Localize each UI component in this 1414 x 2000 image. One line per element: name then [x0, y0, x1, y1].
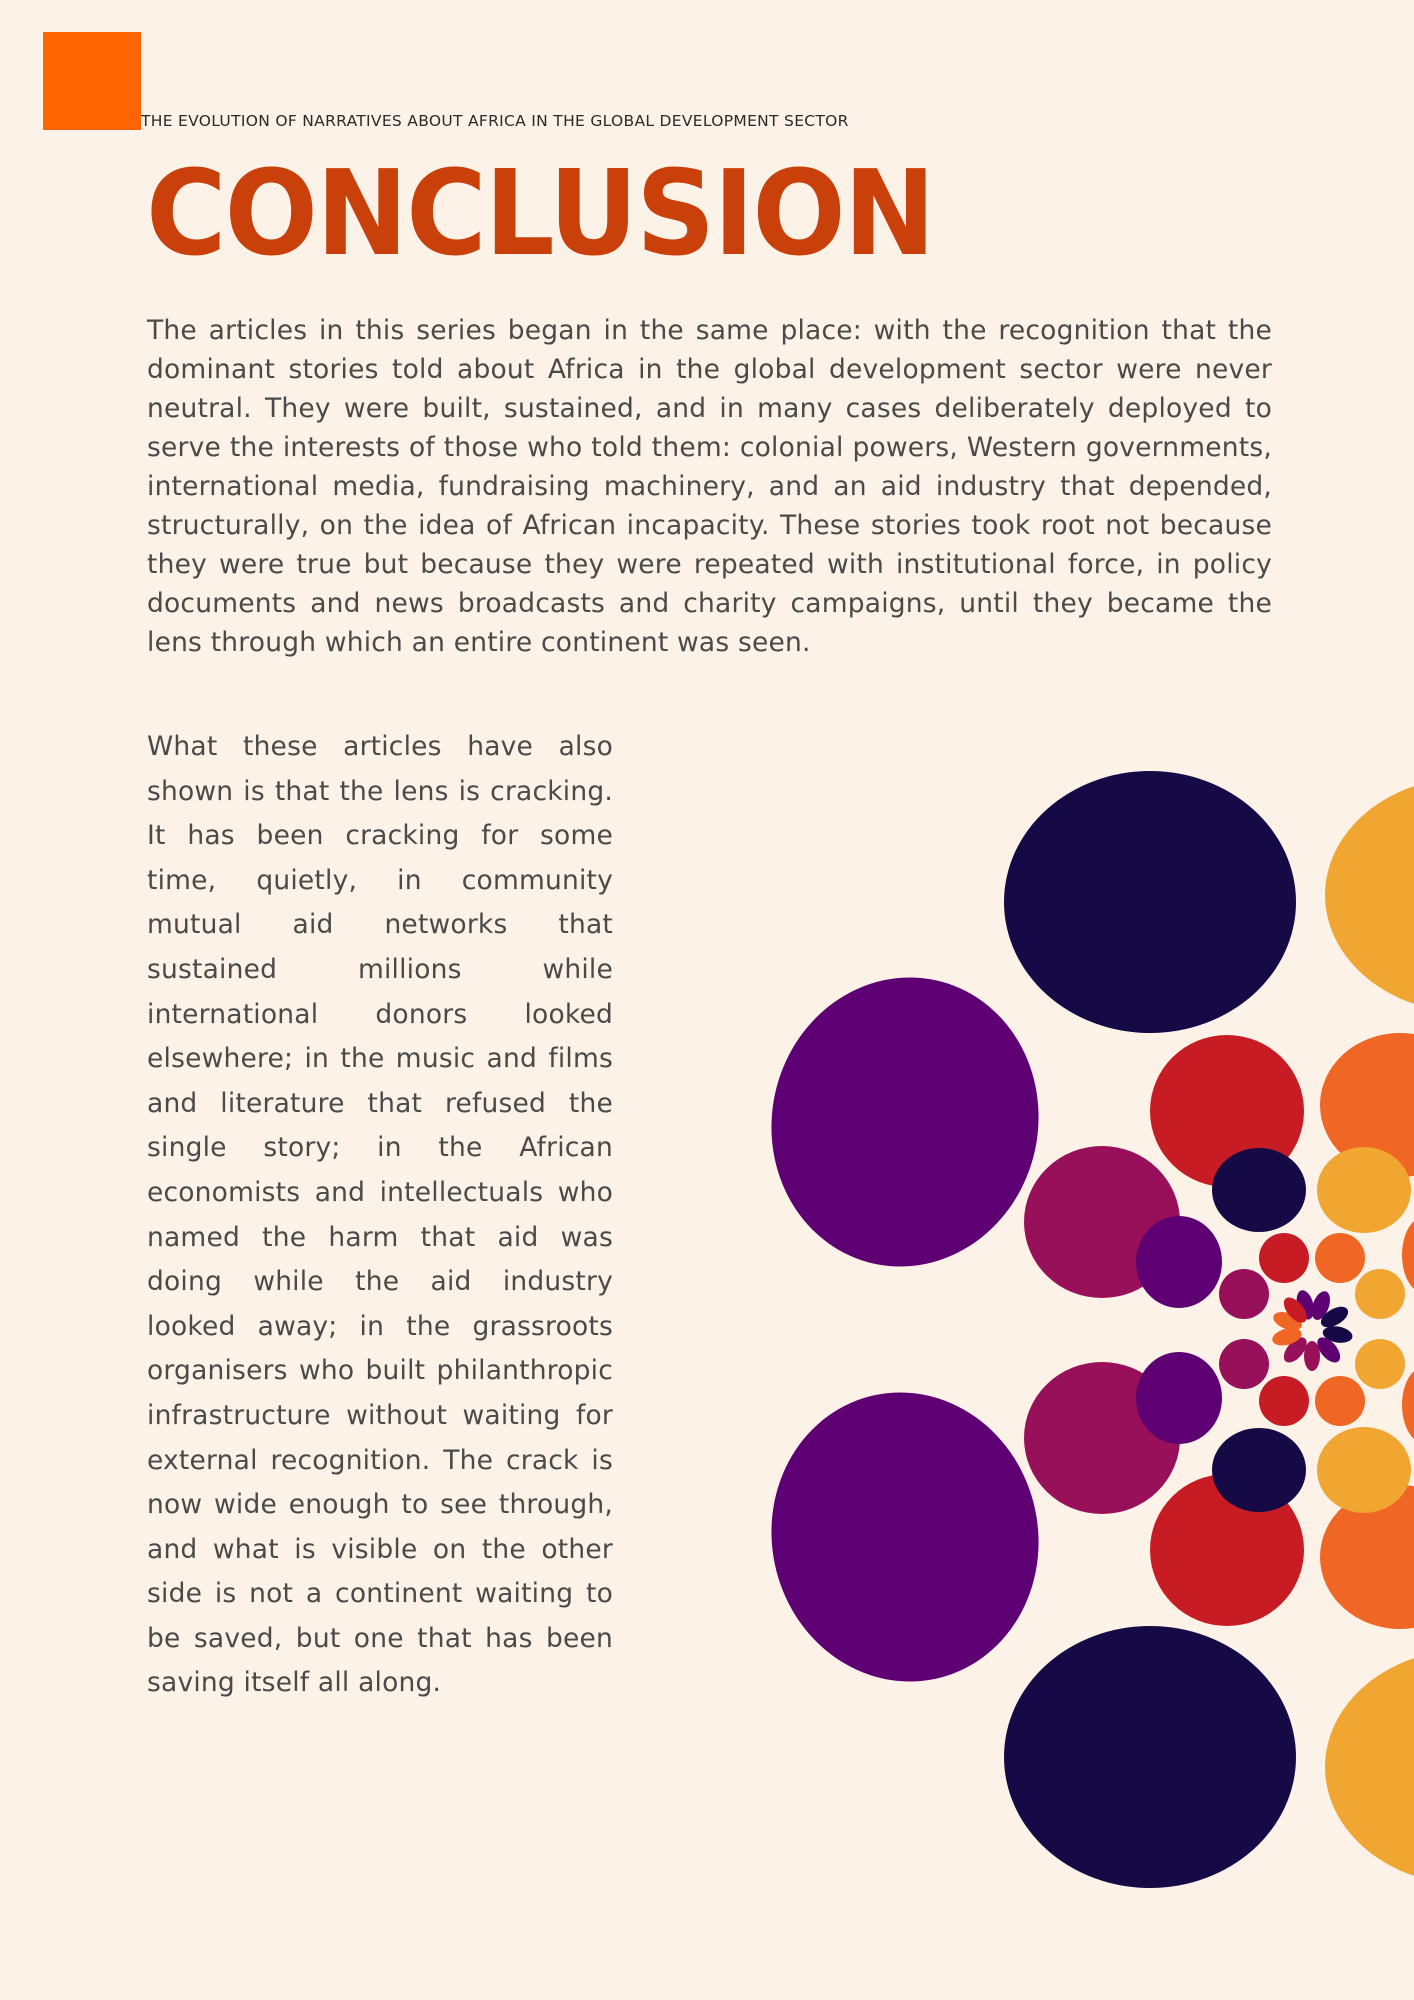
dot-amber-upper — [1355, 1269, 1405, 1319]
petal-amber-top — [1325, 777, 1414, 1013]
petal-red-top — [1150, 1035, 1304, 1187]
petal-navy-small-top — [1212, 1148, 1306, 1232]
center-flower — [1270, 1288, 1353, 1371]
petal-orange-top — [1320, 1033, 1414, 1177]
series-header: THE EVOLUTION OF NARRATIVES ABOUT AFRICA IN THE GLOBAL DEVELOPMENT SECTOR — [141, 112, 849, 130]
petal-orange-edge — [1402, 1217, 1414, 1293]
petal-amber-small-bottom — [1317, 1427, 1411, 1513]
dot-orange-bottom — [1315, 1376, 1365, 1426]
petal-magenta-upper — [1024, 1146, 1180, 1298]
dot-magenta-upper — [1219, 1269, 1269, 1319]
logo-square — [43, 32, 141, 130]
page-title: CONCLUSION — [146, 144, 934, 282]
dot-amber-lower — [1355, 1339, 1405, 1389]
body-paragraph: What these articles have also shown is that the lens is cracking. It has been cracking for some time, quietly, in community mutual aid networks that sustained millions while international donors looked elsewhere; in the music and films and literature that refused the single story; in the African economists and intellectuals who named the harm that aid was doing while the aid industry looked away; in the grassroots organisers who built philanthropic infrastructure without waiting for external recognition. The crack is now wide enough to see through, and what is visible on the other side is not a continent waiting to be saved, but one that has been saving itself all along. — [147, 731, 613, 1699]
dot-red-bottom — [1259, 1376, 1309, 1426]
dot-orange-top — [1315, 1233, 1365, 1283]
petal-navy-small-bottom — [1212, 1428, 1306, 1512]
petal-magenta-lower — [1024, 1362, 1180, 1514]
petal-amber-small-top — [1317, 1147, 1411, 1233]
petal-purple-upper — [745, 953, 1065, 1292]
intro-paragraph: The articles in this series began in the same place: with the recognition that the dominant stories told about Africa in the global development sector were never neutral. They were built, sustained, and in many cases deliberately deployed to serve the interests of those who told them: colonial powers, Western governments, international media, fundraising machinery, and an aid industry that depended, structurally, on the idea of African incapacity. These stories took root not because they were true but because they were repeated with institutional force, in policy documents and news broadcasts and charity campaigns, until they became the lens through which an entire continent was seen. — [147, 315, 1272, 658]
petal-purple-lower — [745, 1368, 1065, 1707]
petal-purple-small-lower — [1136, 1352, 1222, 1444]
petal-navy-top — [1004, 771, 1296, 1033]
petal-orange-edge-lower — [1402, 1367, 1414, 1443]
petal-navy-bottom — [1004, 1626, 1296, 1888]
dot-magenta-lower — [1219, 1339, 1269, 1389]
dot-red-top — [1259, 1233, 1309, 1283]
petal-purple-small-upper — [1136, 1216, 1222, 1308]
petal-red-bottom — [1150, 1474, 1304, 1626]
petal-amber-bottom — [1325, 1649, 1414, 1885]
petal-orange-bottom — [1320, 1485, 1414, 1629]
